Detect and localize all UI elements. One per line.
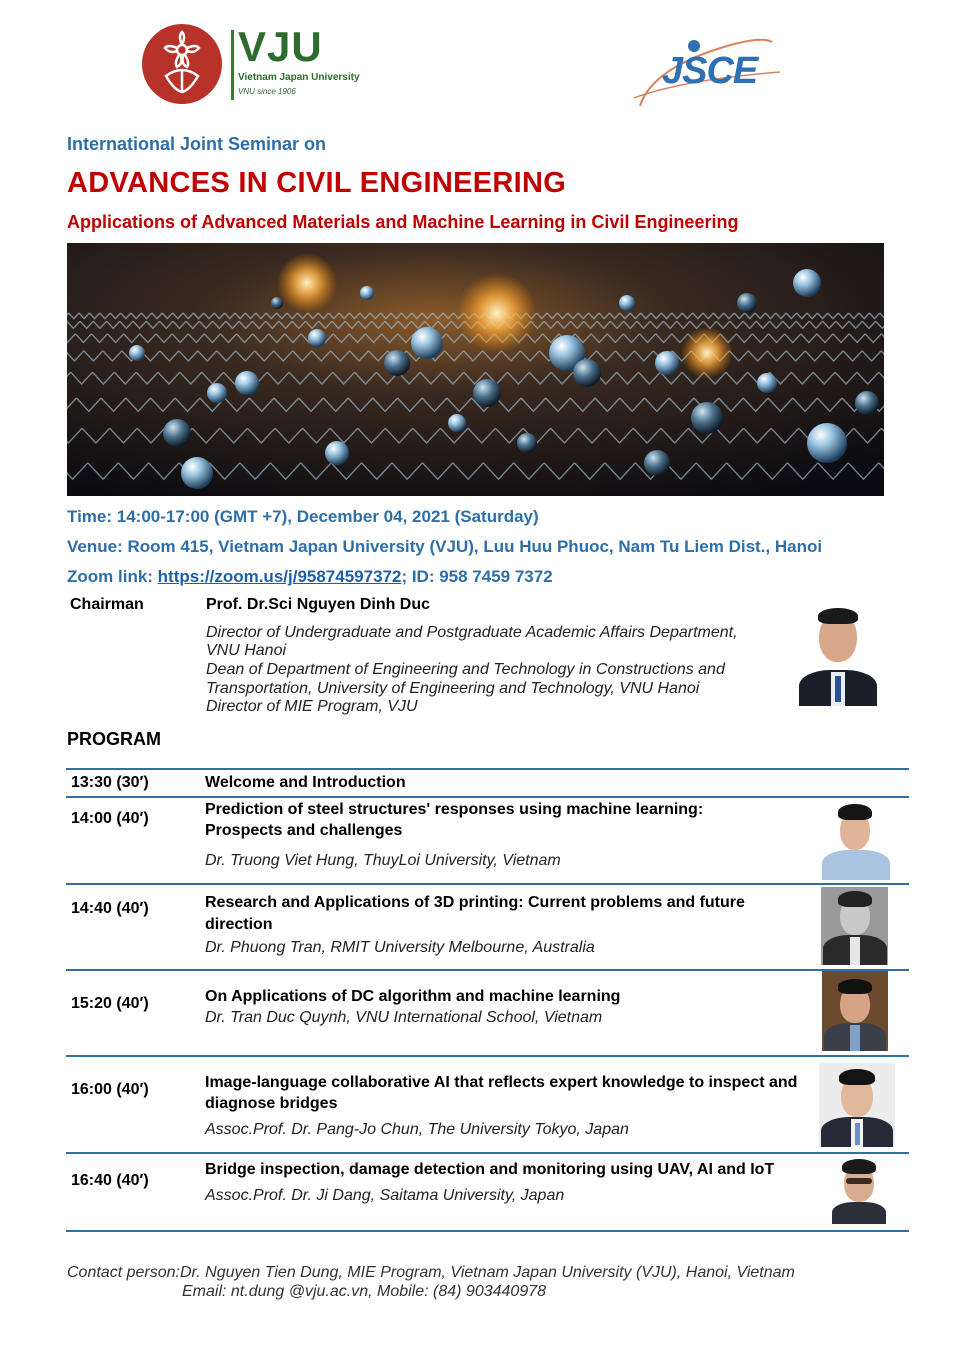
- chairman-role-line: Director of Undergraduate and Postgraduate Academic Affairs Department,: [206, 624, 738, 641]
- vju-emblem-icon: [142, 24, 222, 104]
- program-title: Prospects and challenges: [205, 822, 403, 839]
- vju-university-name: Vietnam Japan University: [238, 72, 360, 83]
- zoom-id: ; ID: 958 7459 7372: [401, 567, 553, 586]
- zoom-link[interactable]: https://zoom.us/j/95874597372: [157, 567, 402, 586]
- chairman-role-line: Director of MIE Program, VJU: [206, 698, 418, 715]
- program-divider: [66, 883, 909, 885]
- program-time: 15:20 (40′): [71, 995, 149, 1012]
- chairman-name: Prof. Dr.Sci Nguyen Dinh Duc: [206, 596, 431, 613]
- program-divider: [66, 796, 909, 798]
- zoom-label: Zoom link:: [67, 567, 158, 586]
- program-speaker: Assoc.Prof. Dr. Ji Dang, Saitama University, Japan: [205, 1187, 565, 1204]
- program-divider: [66, 1152, 909, 1154]
- contact-person: Contact person:Dr. Nguyen Tien Dung, MIE Program, Vietnam Japan University (VJU), Hanoi, Vietnam: [67, 1264, 795, 1281]
- page-subtitle: Applications of Advanced Materials and Machine Learning in Civil Engineering: [67, 212, 739, 232]
- speaker-photo: [821, 887, 888, 965]
- program-time: 16:40 (40′): [71, 1172, 149, 1189]
- speaker-photo: [822, 800, 890, 880]
- jsce-logo: [632, 28, 782, 112]
- program-title: Welcome and Introduction: [205, 774, 406, 791]
- program-time: 14:00 (40′): [71, 810, 149, 827]
- program-title: Research and Applications of 3D printing: Current problems and future: [205, 894, 745, 911]
- speaker-photo: [822, 971, 888, 1051]
- hero-molecular-lattice-image: [67, 243, 884, 496]
- program-title: Prediction of steel structures' responses using machine learning:: [205, 801, 704, 818]
- program-time: 13:30 (30′): [71, 774, 149, 791]
- program-title: direction: [205, 916, 273, 933]
- program-time: 14:40 (40′): [71, 900, 149, 917]
- program-divider: [66, 969, 909, 971]
- program-divider: [66, 1055, 909, 1057]
- program-speaker: Dr. Phuong Tran, RMIT University Melbourne, Australia: [205, 939, 595, 956]
- program-title: Image-language collaborative AI that reflects expert knowledge to inspect and: [205, 1074, 798, 1091]
- event-venue: Venue: Room 415, Vietnam Japan University (VJU), Luu Huu Phuoc, Nam Tu Liem Dist., Hanoi: [67, 537, 823, 556]
- seminar-kicker: International Joint Seminar on: [67, 134, 327, 154]
- program-time: 16:00 (40′): [71, 1081, 149, 1098]
- chairman-role-line: Transportation, University of Engineering and Technology, VNU Hanoi: [206, 680, 700, 697]
- chairman-role-line: VNU Hanoi: [206, 642, 287, 659]
- program-speaker: Assoc.Prof. Dr. Pang-Jo Chun, The University Tokyo, Japan: [205, 1121, 629, 1138]
- program-speaker: Dr. Truong Viet Hung, ThuyLoi University, Vietnam: [205, 852, 561, 869]
- program-divider: [66, 768, 909, 770]
- zoom-line: [67, 567, 553, 587]
- event-time: Time: 14:00-17:00 (GMT +7), December 04, 2021 (Saturday): [67, 507, 539, 526]
- program-divider: [66, 1230, 909, 1232]
- vju-since-text: VNU since 1906: [238, 87, 296, 96]
- page-title: ADVANCES IN CIVIL ENGINEERING: [67, 167, 567, 199]
- chairman-label: Chairman: [70, 596, 144, 613]
- speaker-photo: [832, 1156, 886, 1224]
- program-title: Bridge inspection, damage detection and monitoring using UAV, AI and IoT: [205, 1161, 775, 1178]
- vju-logo: [142, 24, 362, 106]
- speaker-photo: [819, 1063, 895, 1147]
- program-title: On Applications of DC algorithm and machine learning: [205, 988, 621, 1005]
- jsce-wordmark: JSCE: [662, 50, 758, 92]
- vju-divider: [231, 30, 234, 100]
- vju-wordmark: VJU: [238, 23, 323, 70]
- program-title: diagnose bridges: [205, 1095, 338, 1112]
- contact-email-mobile: Email: nt.dung @vju.ac.vn, Mobile: (84) 903440978: [182, 1283, 547, 1300]
- chairman-role-line: Dean of Department of Engineering and Technology in Constructions and: [206, 661, 725, 678]
- program-heading: PROGRAM: [67, 729, 161, 749]
- chairman-photo: [795, 600, 881, 706]
- program-speaker: Dr. Tran Duc Quynh, VNU International School, Vietnam: [205, 1009, 603, 1026]
